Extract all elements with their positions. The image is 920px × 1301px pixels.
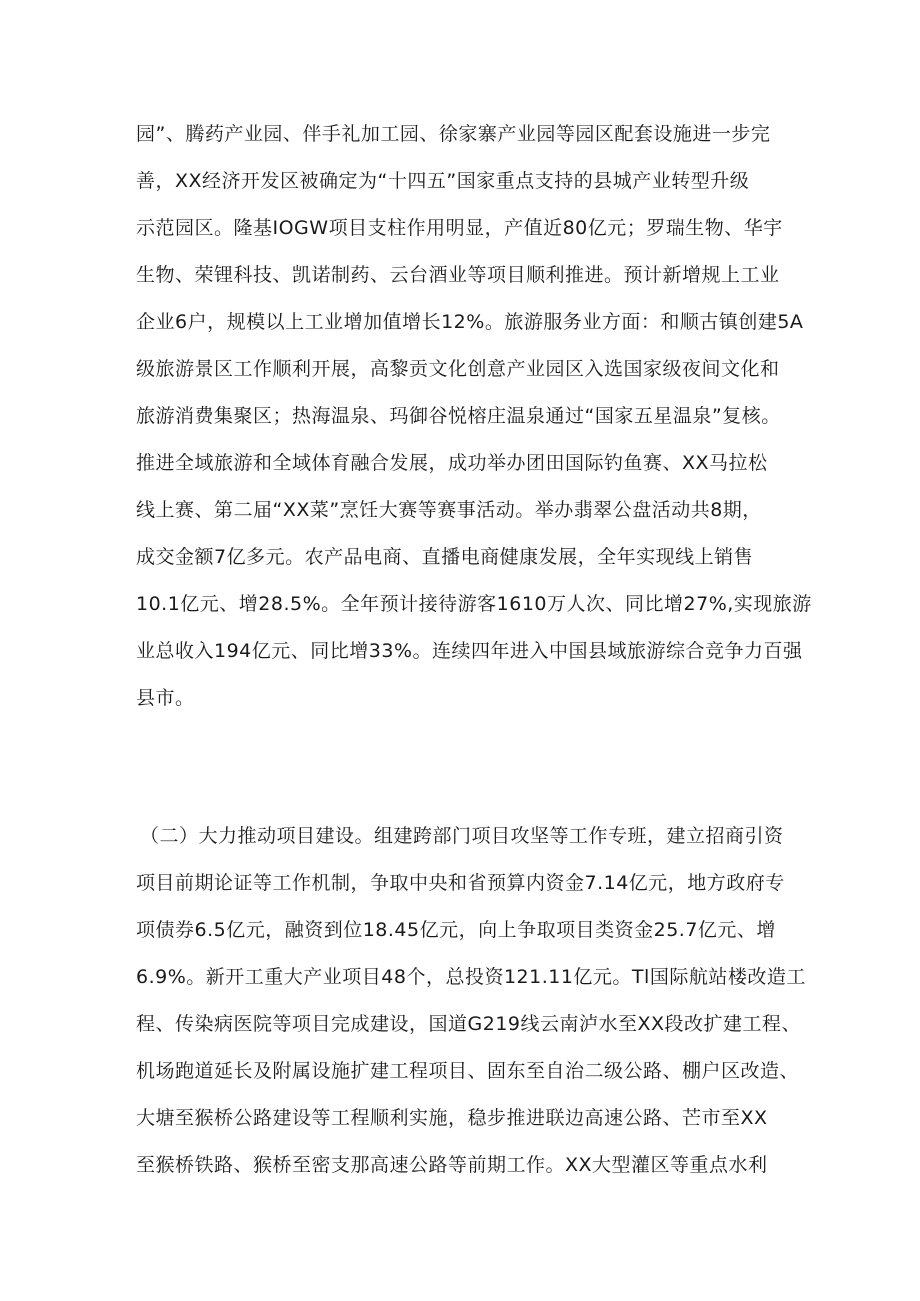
paragraph-1-line-1: 园”、腾药产业园、伴手礼加工园、徐家寨产业园等园区配套设施进一步完 bbox=[136, 123, 771, 145]
paragraph-1-line-3: 示范园区。隆基IOGW项目支柱作用明显，产值近80亿元；罗瑞生物、华宇 bbox=[136, 217, 783, 239]
paragraph-2-line-5: 程、传染病医院等项目完成建设，国道G219线云南泸水至XX段改扩建工程、 bbox=[136, 1013, 802, 1035]
paragraph-1-line-6: 级旅游景区工作顺利开展，高黎贡文化创意产业园区入选国家级夜间文化和 bbox=[136, 358, 780, 380]
paragraph-1-line-7: 旅游消费集聚区；热海温泉、玛御谷悦榕庄温泉通过“国家五星温泉”复核。 bbox=[136, 405, 781, 427]
paragraph-2-line-7: 大塘至猴桥公路建设等工程顺利实施，稳步推进联边高速公路、芒市至XX bbox=[136, 1107, 768, 1129]
paragraph-1-line-13: 县市。 bbox=[136, 687, 195, 709]
paragraph-2-line-3: 项债券6.5亿元，融资到位18.45亿元，向上争取项目类资金25.7亿元、增 bbox=[136, 919, 776, 941]
paragraph-2-line-6: 机场跑道延长及附属设施扩建工程项目、固东至自治二级公路、棚户区改造、 bbox=[136, 1060, 800, 1082]
paragraph-1-line-9: 线上赛、第二届“XX菜”烹饪大赛等赛事活动。举办翡翠公盘活动共8期， bbox=[136, 499, 762, 521]
paragraph-1-line-5: 企业6户，规模以上工业增加值增长12%。旅游服务业方面：和顺古镇创建5A bbox=[136, 311, 804, 333]
paragraph-1-line-11: 10.1亿元、增28.5%。全年预计接待游客1610万人次、同比增27%,实现旅游 bbox=[136, 593, 812, 615]
paragraph-1-line-12: 业总收入194亿元、同比增33%。连续四年进入中国县域旅游综合竞争力百强 bbox=[136, 640, 803, 662]
paragraph-2-line-1: （二）大力推动项目建设。组建跨部门项目攻坚等工作专班，建立招商引资 bbox=[140, 825, 784, 847]
paragraph-2-line-4: 6.9%。新开工重大产业项目48个，总投资121.11亿元。Tl国际航站楼改造工 bbox=[136, 966, 806, 988]
paragraph-1-line-2: 善，XX经济开发区被确定为“十四五”国家重点支持的县城产业转型升级 bbox=[136, 170, 750, 192]
paragraph-1-line-10: 成交金额7亿多元。农产品电商、直播电商健康发展，全年实现线上销售 bbox=[136, 546, 754, 568]
paragraph-1-line-8: 推进全域旅游和全域体育融合发展，成功举办团田国际钓鱼赛、XX马拉松 bbox=[136, 452, 768, 474]
paragraph-2-line-2: 项目前期论证等工作机制，争取中央和省预算内资金7.14亿元，地方政府专 bbox=[136, 872, 785, 894]
paragraph-2-line-8: 至猴桥铁路、猴桥至密支那高速公路等前期工作。XX大型灌区等重点水利 bbox=[136, 1154, 768, 1176]
paragraph-1-line-4: 生物、荣锂科技、凯诺制药、云台酒业等项目顺利推进。预计新增规上工业 bbox=[136, 264, 780, 286]
